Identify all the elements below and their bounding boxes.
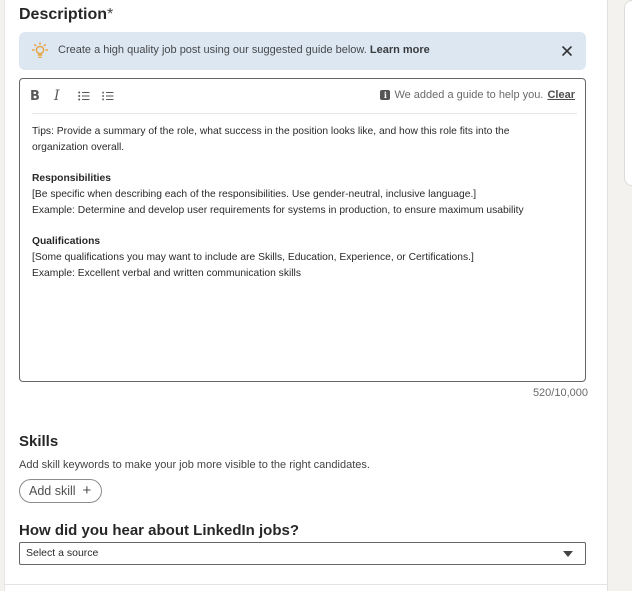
skills-help-text: Add skill keywords to make your job more visible to the right candidates.	[19, 459, 370, 471]
footer-divider	[4, 584, 608, 585]
side-panel-edge	[624, 0, 632, 186]
numbered-list-button[interactable]	[102, 87, 126, 105]
info-icon: i	[380, 90, 390, 100]
italic-button[interactable]: I	[54, 88, 60, 104]
guide-notice	[380, 89, 575, 101]
qualifications-example: Example: Excellent verbal and written communication skills	[32, 268, 301, 279]
editor-toolbar	[30, 87, 126, 105]
tips-text: Tips: Provide a summary of the role, what success in the position looks like, and how this role fits into the organization overall.	[32, 126, 510, 153]
bulleted-list-icon	[78, 91, 90, 101]
numbered-list-icon	[102, 91, 114, 101]
banner-text: Create a high quality job post using our suggested guide below. Learn more	[58, 44, 430, 56]
guide-banner	[19, 32, 586, 70]
guide-text: We added a guide to help you.	[394, 89, 544, 101]
character-counter: 520/10,000	[532, 387, 588, 399]
required-mark: *	[107, 6, 114, 23]
close-icon[interactable]	[558, 42, 576, 60]
source-question-title: How did you hear about LinkedIn jobs?	[19, 522, 300, 539]
source-select[interactable]	[19, 542, 586, 565]
skills-title: Skills	[19, 433, 59, 450]
lightbulb-icon	[31, 42, 49, 60]
add-skill-label: Add skill	[29, 484, 76, 498]
source-select-value: Select a source	[26, 547, 99, 559]
learn-more-link[interactable]: Learn more	[369, 44, 430, 56]
add-skill-button[interactable]	[19, 479, 102, 503]
responsibilities-example: Example: Determine and develop user requirements for systems in production, to ensure maximum usability	[32, 205, 524, 216]
editor-content[interactable]	[32, 124, 555, 282]
bold-button[interactable]: B	[30, 88, 40, 104]
description-editor[interactable]	[19, 78, 586, 382]
chevron-down-icon	[563, 551, 573, 557]
toolbar-divider	[32, 113, 577, 114]
qualifications-heading: Qualifications	[32, 236, 101, 247]
responsibilities-line: [Be specific when describing each of the responsibilities. Use gender-neutral, inclusive language.]	[32, 189, 477, 200]
description-title: Description*	[19, 6, 114, 23]
responsibilities-heading: Responsibilities	[32, 173, 111, 184]
plus-icon: +	[82, 482, 92, 499]
bulleted-list-button[interactable]	[78, 87, 102, 105]
qualifications-line: [Some qualifications you may want to include are Skills, Education, Experience, or Certifications.]	[32, 252, 474, 263]
clear-button[interactable]: Clear	[547, 89, 575, 101]
